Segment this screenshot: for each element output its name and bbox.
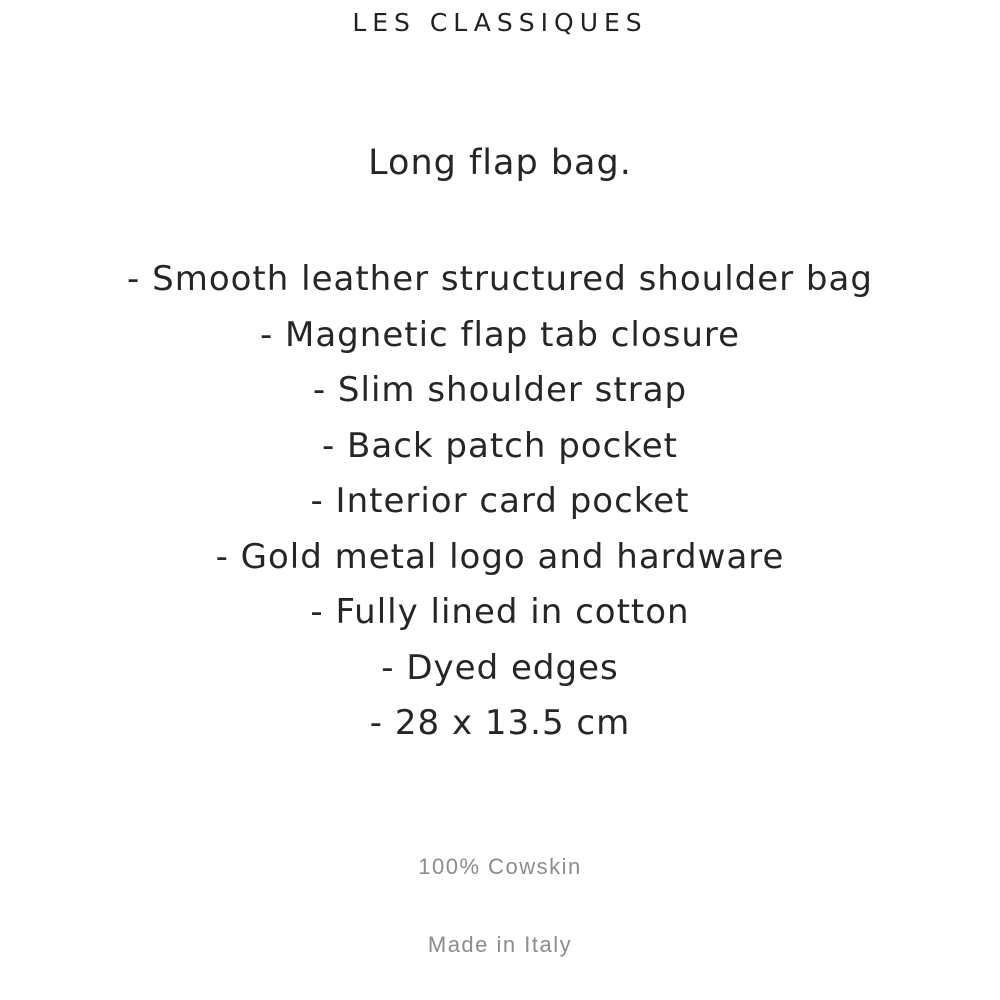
feature-item: - Smooth leather structured shoulder bag — [127, 259, 873, 299]
feature-item: - Magnetic flap tab closure — [259, 314, 741, 355]
material-info: 100% Cowskin — [418, 854, 582, 879]
feature-item: - 28 x 13.5 cm — [369, 703, 631, 743]
feature-item: - Back patch pocket — [321, 425, 679, 466]
product-headline: Long flap bag. — [368, 143, 632, 183]
feature-item: - Interior card pocket — [310, 481, 690, 521]
feature-item: - Dyed edges — [381, 647, 619, 688]
origin-info: Made in Italy — [427, 932, 573, 957]
feature-item: - Gold metal logo and hardware — [215, 536, 785, 577]
feature-item: - Slim shoulder strap — [312, 370, 688, 410]
feature-item: - Fully lined in cotton — [310, 592, 690, 632]
collection-title: LES CLASSIQUES — [352, 8, 648, 37]
feature-list — [0, 252, 1000, 752]
